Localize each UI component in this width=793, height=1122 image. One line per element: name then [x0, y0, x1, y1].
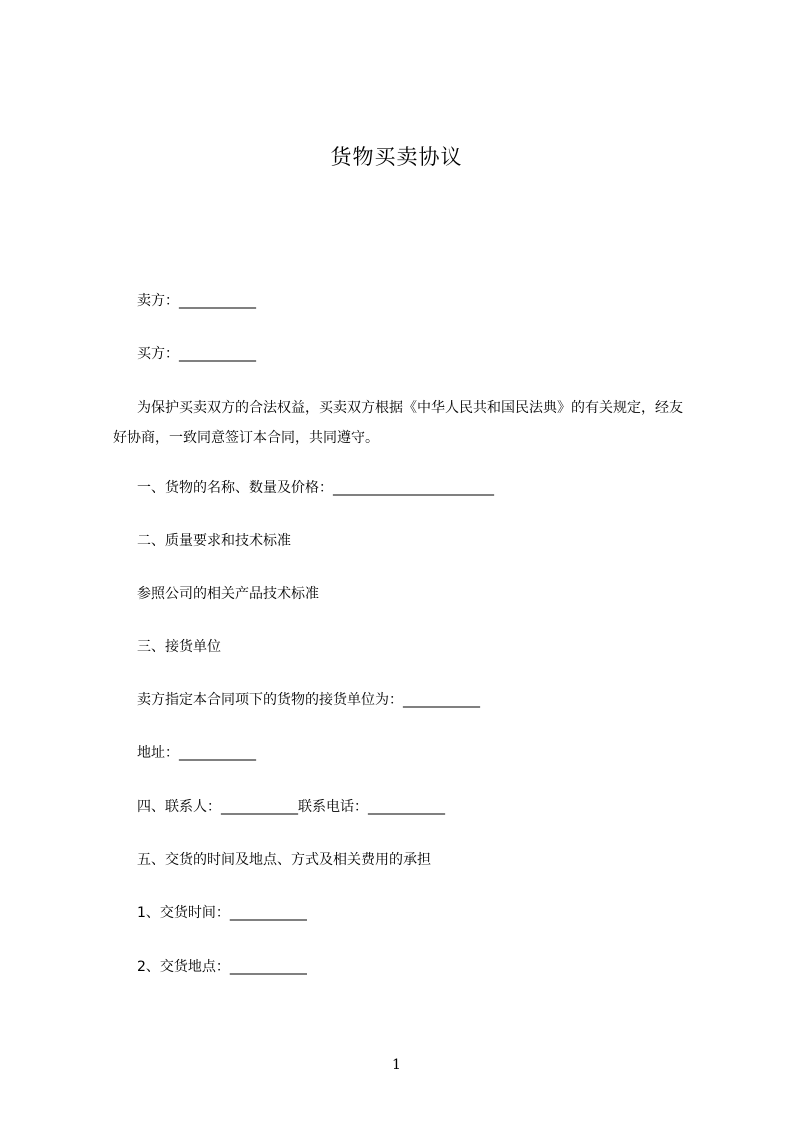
buyer-line: 买方：___________	[137, 346, 256, 362]
clause-2-text: 参照公司的相关产品技术标准	[137, 586, 319, 602]
page-number: 1	[392, 1057, 401, 1073]
clause-5-delivery-place: 2、交货地点：___________	[137, 959, 307, 975]
clause-2-heading: 二、质量要求和技术标准	[137, 533, 291, 549]
clause-5-delivery-time: 1、交货时间：___________	[137, 905, 307, 921]
clause-3-receiving-unit: 卖方指定本合同项下的货物的接货单位为：___________	[137, 692, 480, 708]
clause-5-heading: 五、交货的时间及地点、方式及相关费用的承担	[137, 852, 431, 868]
clause-3-address: 地址：___________	[137, 745, 256, 761]
document-title: 货物买卖协议	[330, 145, 463, 169]
clause-4-contact: 四、联系人：___________联系电话：___________	[137, 799, 445, 815]
seller-line: 卖方：___________	[137, 293, 256, 309]
intro-paragraph: 为保护买卖双方的合法权益，买卖双方根据《中华人民共和国民法典》的有关规定，经友好协商，一致同意签订本合同，共同遵守。	[113, 400, 683, 446]
clause-3-heading: 三、接货单位	[137, 639, 221, 655]
clause-1-goods: 一、货物的名称、数量及价格：_______________________	[137, 480, 494, 496]
